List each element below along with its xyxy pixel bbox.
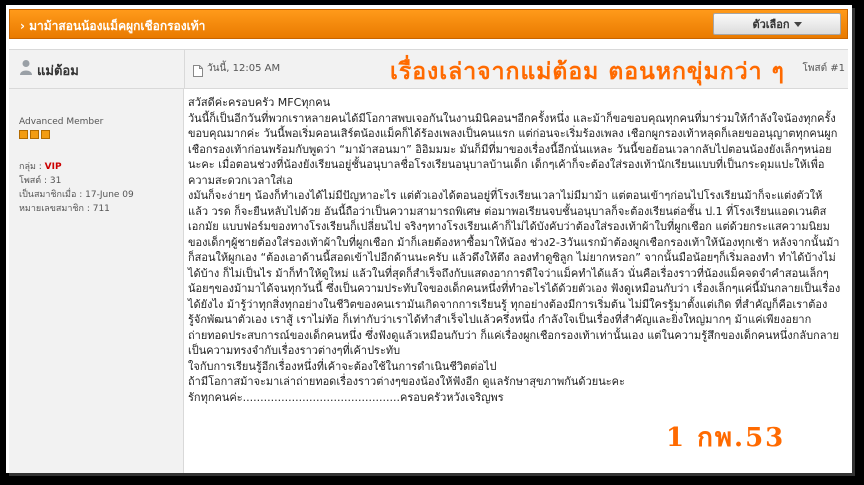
post-date: วันนี้, 12:05 AM <box>207 63 281 74</box>
username[interactable]: แม่ต้อม <box>37 64 79 79</box>
rank-stars <box>19 130 50 139</box>
thread-title[interactable]: › มาม้าสอนน้องแม็คผูกเชือกรองเท้า <box>20 19 206 33</box>
forum-post-frame <box>6 5 852 473</box>
post-paragraph: สวัสดีค่ะครอบครัว MFCทุกคน <box>188 96 331 109</box>
user-member-number: หมายเลขสมาชิก : 711 <box>19 204 110 214</box>
handwritten-title: เรื่องเล่าจากแม่ต้อม ตอนหกขุ่มกว่า ๆ <box>390 58 785 85</box>
user-joined: เป็นสมาชิกเมื่อ : 17-June 09 <box>19 190 134 200</box>
rank-star-icon <box>41 130 50 139</box>
options-label: ตัวเลือก <box>752 18 790 31</box>
post-paragraph: งมันก็จะง่ายๆ น้องก็ทำเองได้ไม่มีปัญหาอะไร แต่ตัวเองได้ตอนอยู่ที่โรงเรียนเวลาไม่มีมาม้า แต่ตอนเข้าๆก่อนไปโรงเรียนม้าก็จะแต่งตัวให้ แล้ว วรด ก็จะยืนหลับไปด้วย อันนี้ถือว่าเป็นความสามารถพิเศษ ต่อมาพอเรียนจบชั้นอนุบาลก็จะต้องเรียนต่อชั้น ป.1 ที่โรงเรียนแอดเวนติสเอกมัย แบบฟอร์มของทางโรงเรียนก็เปลี่ยนไป จริงๆทางโรงเรียนเค้าก็ไม่ได้บังคับว่าต้องใส่รองเท้าผ้าใบที่ผูกเชือก แต่ด้วยกระแสความนิยมของเด็กๆผู้ชายต้องใส่รองเท้าผ้าใบที่ผูกเชือก ม้าก็เลยต้องหาซื้อมาให้น้อง ช่วง2-3วันแรกม้าต้องผูกเชือกรองเท้าให้น้องทุกเช้า หลังจากนั้นม้าก็สอนให้ผูกเอง “ต้องเอาด้านนี้สอดเข้าไปอีกด้านนะครับ แล้วดึงให้ตึง ลองทำดูซิลูก ไม่ยากหรอก” จากนั้นมือน้อยๆก็เริ่มลองทำ ทำได้บ้างไม่ได้บ้าง ก็ไม่เป็นไร ม้าก็ทำให้ดูใหม่ แล้วในที่สุดก็สำเร็จถึงกับแสดงอาการดีใจว่าแม็คทำได้แล้ว นั่นคือเรื่องราวที่น้องแม็คจดจำคำสอนเล็กๆน้อยๆของม้ามาได้จนทุกวันนี้ ซึ่งเป็นความประทับใจของเด็กคนหนึ่งที่ทำอะไรได้ด้วยตัวเอง ฟังดูเหมือนกับว่า เรื่องเล็กๆแค่นี้มันกลายเป็นเรื่องได้ยังไง ม้ารู้ว่าทุกสิ่งทุกอย่างในชีวิตของคนเรามันเกิดจากการเรียนรู้ ทุกอย่างต้องมีการเริ่มต้น ไม่มีใครรู้มาตั้งแต่เกิด ที่สำคัญก็คือเราต้องรู้จักพัฒนาตัวเอง เราสู้ เราไม่ท้อ ก็เท่ากับว่าเราได้ทำสำเร็จไปแล้วครึ่งหนึ่ง กำลังใจเป็นเรื่องที่สำคัญและยิ่งใหญ่มากๆ ม้าแค่เพียงอยากถ่ายทอดประสบการณ์ของเด็กคนหนึ่ง ซึ่งฟังดูแล้วเหมือนกับว่า ก็แค่เรื่องผูกเชือกรองเท้าเท่านั้นเอง แต่ในความรู้สึกของเด็กคนหนึ่งกลับกลายเป็นความทรงจำกับเรื่องราวต่างๆที่เค้าประทับ <box>188 189 841 357</box>
post-paragraph: ใจกับการเรียนรู้อีกเรื่องหนึ่งที่เค้าจะต้องใช้ในการดำเนินชีวิตต่อไป <box>188 359 497 373</box>
user-group <box>19 159 62 173</box>
thread-header <box>9 9 848 39</box>
post-paragraph: รักทุกคนค่ะ.............................................ครอบครัวหวังเจริญพร <box>188 390 504 404</box>
user-posts: โพสต์ : 31 <box>19 176 62 186</box>
user-group-label: กลุ่ม : <box>19 162 45 172</box>
post-content <box>184 89 844 473</box>
post-paragraph: ถ้ามีโอกาสม้าจะมาเล่าถ่ายทอดเรื่องราวต่างๆของน้องให้ฟังอีก ดูแลรักษาสุขภาพกันด้วยนะคะ <box>188 375 625 388</box>
user-sidebar <box>9 89 184 473</box>
rank-star-icon <box>19 130 28 139</box>
post-userbar <box>9 49 848 89</box>
post-number-link[interactable]: โพสต์ #1 <box>802 63 845 74</box>
user-group-value: VIP <box>44 162 62 172</box>
chevron-down-icon <box>794 22 802 27</box>
options-button[interactable] <box>713 13 841 35</box>
post-document-icon <box>193 62 203 81</box>
user-rank: Advanced Member <box>19 117 104 127</box>
handwritten-date-stamp: 1 กพ.53 <box>666 423 786 453</box>
rank-star-icon <box>30 130 39 139</box>
user-icon <box>19 59 33 79</box>
post-paragraph: วันนี้ก็เป็นอีกวันที่พวกเราหลายคนได้มีโอกาสพบเจอกันในงานมินิคอนฯอีกครั้งหนึ่ง และม้าก็ขอขอบคุณทุกคนที่มาร่วมให้กำลังใจน้องทุกครั้ง ขอบคุณมากค่ะ วันนี้พอเริ่มคอนเสิร์ตน้องแม็คก็ได้ร้องเพลงเป็นคนแรก แต่ก่อนจะเริ่มร้องเพลง เชือกผูกรองเท้าหลุดก็เลยขออนุญาตทุกคนผูกเชือกรองเท้าก่อนพร้อมกับพูดว่า “มาม้าสอนมา” อิอิมมมะ มันก็มีที่มาของเรื่องนี้อีกนั่นแหละ วันนี้ขอย้อนเวลากลับไปตอนน้องยังเล็กๆหน่อยนะคะ เมื่อตอนช่วงที่น้องยังเรียนอยู่ชั้นอนุบาลชื่อโรงเรียนอนุบาลบ้านเด็ก เด็กๆเค้าก็จะต้องใส่รองเท้านักเรียนแบบที่เป็นกระดุมแปะให้เพื่อความสะดวกเวลาใส่เอ <box>188 111 838 187</box>
post-meta <box>184 50 849 90</box>
